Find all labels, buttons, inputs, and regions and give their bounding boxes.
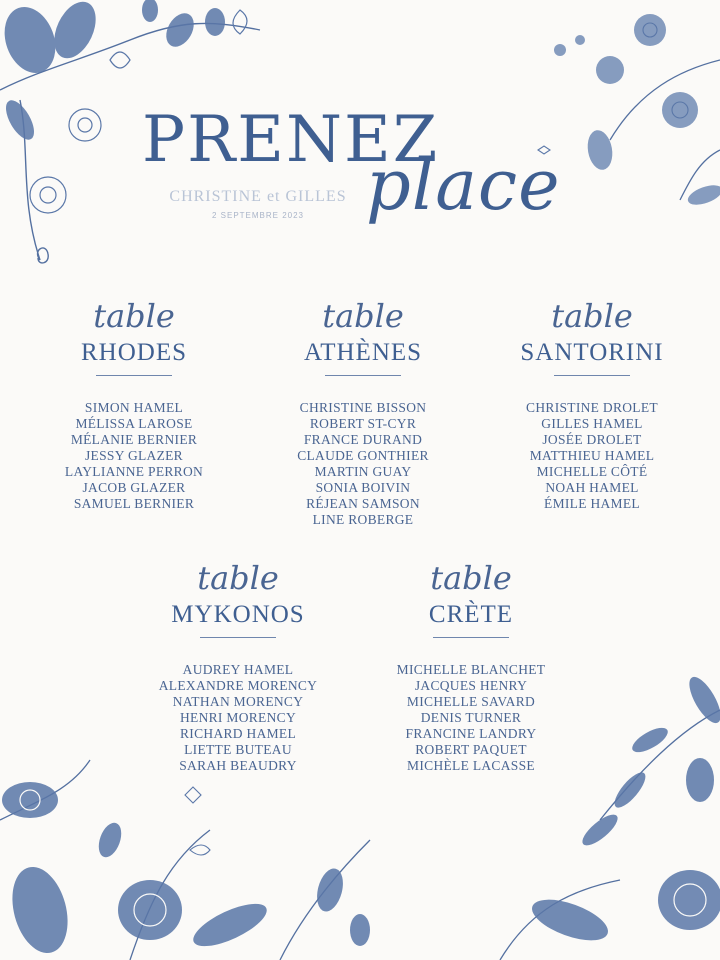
table-word: table bbox=[93, 297, 175, 335]
guest-name: ÉMILE HAMEL bbox=[544, 496, 640, 511]
guest-name: LAYLIANNE PERRON bbox=[64, 464, 204, 479]
guest-name: SIMON HAMEL bbox=[84, 400, 184, 415]
divider bbox=[200, 637, 276, 638]
table-athenes bbox=[253, 297, 473, 528]
table-name: CRÈTE bbox=[428, 601, 514, 628]
divider bbox=[554, 375, 630, 376]
guest-name: ROBERT PAQUET bbox=[415, 742, 527, 757]
guest-name: MICHELLE BLANCHET bbox=[396, 662, 546, 677]
guest-name: JACOB GLAZER bbox=[82, 480, 186, 495]
guest-name: GILLES HAMEL bbox=[541, 416, 643, 431]
guest-name: MATTHIEU HAMEL bbox=[529, 448, 655, 463]
table-name: ATHÈNES bbox=[303, 339, 423, 366]
guest-name: MÉLISSA LAROSE bbox=[75, 416, 193, 431]
guest-name: ALEXANDRE MORENCY bbox=[158, 678, 318, 693]
guest-name: NATHAN MORENCY bbox=[172, 694, 304, 709]
guest-name: MARTIN GUAY bbox=[314, 464, 412, 479]
guest-name: LINE ROBERGE bbox=[312, 512, 414, 527]
title-block bbox=[0, 0, 720, 270]
table-word: table bbox=[551, 297, 633, 335]
guest-name: DENIS TURNER bbox=[420, 710, 522, 725]
guest-name: CHRISTINE DROLET bbox=[526, 400, 658, 415]
guest-name: MICHELLE CÔTÉ bbox=[536, 464, 648, 479]
guest-name: NOAH HAMEL bbox=[545, 480, 639, 495]
event-date: 2 SEPTEMBRE 2023 bbox=[211, 211, 305, 220]
guest-name: LIETTE BUTEAU bbox=[184, 742, 292, 757]
divider bbox=[325, 375, 401, 376]
guest-name: JACQUES HENRY bbox=[414, 678, 528, 693]
divider bbox=[96, 375, 172, 376]
table-santorini bbox=[482, 297, 702, 512]
couple-names: CHRISTINE et GILLES bbox=[169, 188, 347, 205]
guest-name: SONIA BOIVIN bbox=[315, 480, 411, 495]
table-name: MYKONOS bbox=[171, 601, 305, 628]
table-word: table bbox=[322, 297, 404, 335]
guest-name: CHRISTINE BISSON bbox=[299, 400, 427, 415]
page-title: PRENEZ bbox=[142, 103, 440, 177]
table-word: table bbox=[430, 559, 512, 597]
guest-name: RÉJEAN SAMSON bbox=[306, 496, 420, 511]
table-word: table bbox=[197, 559, 279, 597]
guest-name: HENRI MORENCY bbox=[179, 710, 297, 725]
divider bbox=[433, 637, 509, 638]
guest-name: CLAUDE GONTHIER bbox=[297, 448, 429, 463]
guest-name: JESSY GLAZER bbox=[85, 448, 183, 463]
table-name: SANTORINI bbox=[520, 339, 664, 366]
guest-name: AUDREY HAMEL bbox=[182, 662, 294, 677]
guest-name: SAMUEL BERNIER bbox=[73, 496, 195, 511]
page-subtitle: place bbox=[366, 144, 561, 226]
guest-name: SARAH BEAUDRY bbox=[179, 758, 297, 773]
guest-name: FRANCE DURAND bbox=[303, 432, 423, 447]
table-rhodes bbox=[24, 297, 244, 512]
guest-name: MICHELLE SAVARD bbox=[406, 694, 536, 709]
guest-name: ROBERT ST-CYR bbox=[309, 416, 417, 431]
table-mykonos bbox=[128, 559, 348, 774]
table-crete bbox=[361, 559, 581, 774]
table-name: RHODES bbox=[80, 339, 187, 366]
guest-name: FRANCINE LANDRY bbox=[405, 726, 537, 741]
guest-name: MICHÈLE LACASSE bbox=[407, 758, 535, 773]
guest-name: JOSÉE DROLET bbox=[542, 432, 642, 447]
guest-name: RICHARD HAMEL bbox=[179, 726, 297, 741]
guest-name: MÉLANIE BERNIER bbox=[70, 432, 198, 447]
